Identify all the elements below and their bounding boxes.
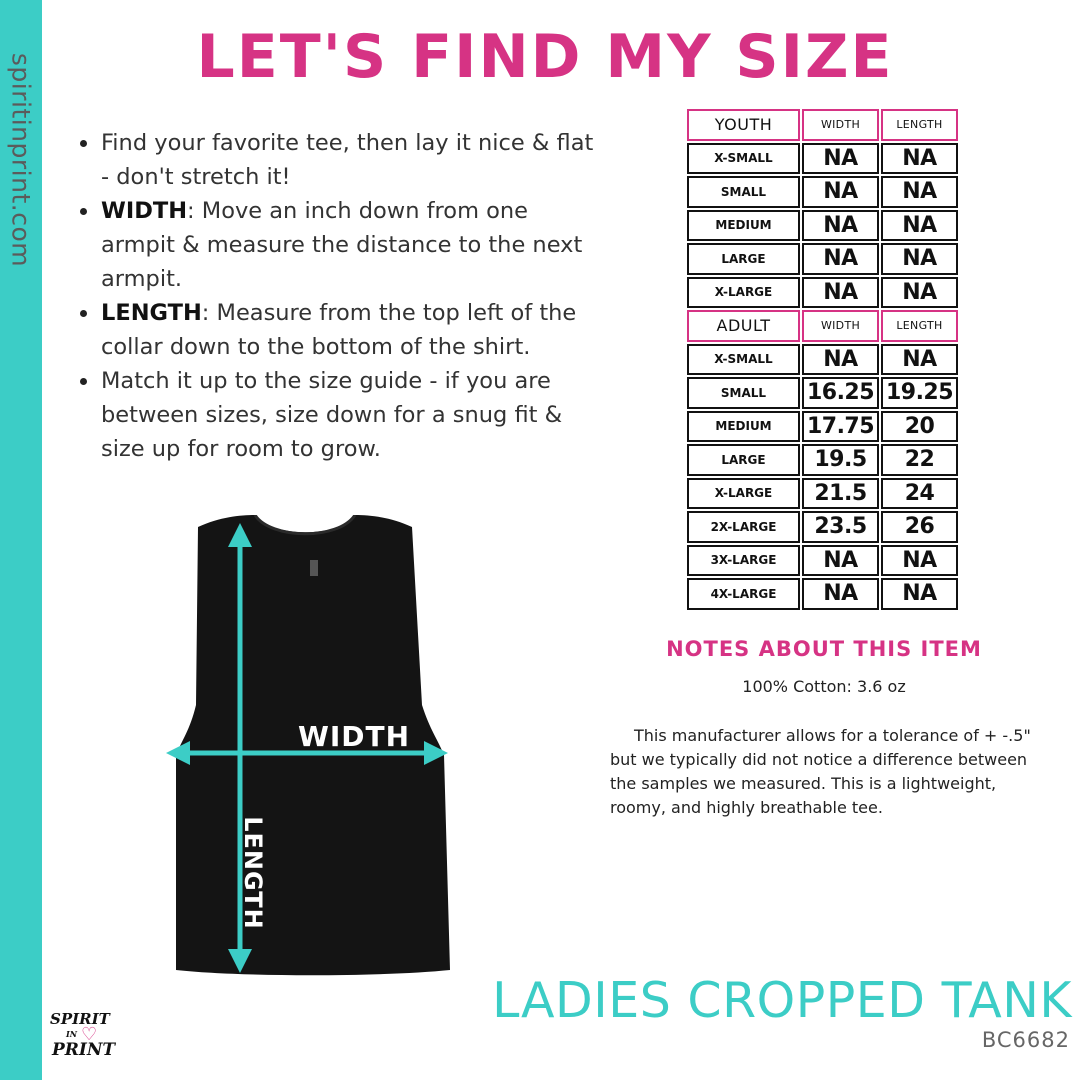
width-cell: 21.5 [802, 478, 879, 510]
width-cell: NA [802, 143, 879, 175]
product-code: BC6682 [981, 1028, 1070, 1052]
width-cell: 23.5 [802, 511, 879, 543]
table-row [687, 545, 958, 577]
width-cell: NA [802, 277, 879, 309]
table-row [687, 210, 958, 242]
youth-header-row [687, 109, 958, 141]
table-row [687, 578, 958, 610]
instruction-item: Find your favorite tee, then lay it nice & flat - don't stretch it! [78, 126, 598, 194]
size-cell: SMALL [687, 377, 800, 409]
width-cell: NA [802, 243, 879, 275]
notes-fabric: 100% Cotton: 3.6 oz [742, 677, 906, 696]
size-cell: 2X-LARGE [687, 511, 800, 543]
length-cell: NA [881, 210, 958, 242]
logo-text-in: IN [66, 1029, 78, 1039]
table-row [687, 377, 958, 409]
logo-text-spirit: SPIRIT [50, 1010, 110, 1028]
youth-header-width: WIDTH [802, 109, 879, 141]
table-row [687, 277, 958, 309]
instruction-item: LENGTH: Measure from the top left of the collar down to the bottom of the shirt. [78, 296, 598, 364]
width-cell: 19.5 [802, 444, 879, 476]
instructions-list [78, 126, 598, 466]
length-cell: 26 [881, 511, 958, 543]
table-row [687, 344, 958, 376]
width-cell: NA [802, 344, 879, 376]
logo-text-print: PRINT [52, 1040, 116, 1060]
size-cell: X-LARGE [687, 478, 800, 510]
heart-icon: ♡ [81, 1024, 98, 1045]
length-cell: 22 [881, 444, 958, 476]
size-cell: X-SMALL [687, 344, 800, 376]
length-cell: NA [881, 578, 958, 610]
width-cell: NA [802, 210, 879, 242]
side-bar [0, 0, 42, 1080]
table-row [687, 511, 958, 543]
table-row [687, 143, 958, 175]
adult-header-length: LENGTH [881, 310, 958, 342]
page-title: LET'S FIND MY SIZE [196, 22, 894, 92]
size-cell: MEDIUM [687, 411, 800, 443]
length-cell: NA [881, 545, 958, 577]
size-chart-table [685, 107, 960, 612]
youth-header-length: LENGTH [881, 109, 958, 141]
table-row [687, 243, 958, 275]
length-cell: NA [881, 176, 958, 208]
size-cell: MEDIUM [687, 210, 800, 242]
notes-body: This manufacturer allows for a tolerance of + -.5" but we typically did not notice a difference between the samples we measured. This is a lightweight, roomy, and highly breathable tee. [610, 726, 1031, 817]
table-row [687, 444, 958, 476]
length-label: LENGTH [239, 816, 267, 930]
adult-header-label: ADULT [687, 310, 800, 342]
width-cell: NA [802, 545, 879, 577]
instruction-item: WIDTH: Move an inch down from one armpit & measure the distance to the next armpit. [78, 194, 598, 296]
length-cell: 20 [881, 411, 958, 443]
width-cell: 16.25 [802, 377, 879, 409]
table-row [687, 411, 958, 443]
size-cell: X-LARGE [687, 277, 800, 309]
instruction-item: Match it up to the size guide - if you are between sizes, size down for a snug fit & size up for room to grow. [78, 364, 598, 466]
size-cell: 4X-LARGE [687, 578, 800, 610]
measurement-diagram [160, 515, 460, 980]
width-cell: NA [802, 578, 879, 610]
length-cell: NA [881, 243, 958, 275]
size-cell: LARGE [687, 243, 800, 275]
width-label: WIDTH [298, 720, 411, 753]
length-cell: 24 [881, 478, 958, 510]
notes-title: NOTES ABOUT THIS ITEM [666, 637, 982, 661]
size-cell: X-SMALL [687, 143, 800, 175]
size-cell: SMALL [687, 176, 800, 208]
size-cell: 3X-LARGE [687, 545, 800, 577]
brand-logo [48, 1010, 116, 1072]
length-cell: NA [881, 277, 958, 309]
length-cell: NA [881, 143, 958, 175]
width-cell: 17.75 [802, 411, 879, 443]
table-row [687, 478, 958, 510]
table-row [687, 176, 958, 208]
length-cell: NA [881, 344, 958, 376]
product-name: LADIES CROPPED TANK [492, 972, 1072, 1029]
adult-header-row [687, 310, 958, 342]
length-cell: 19.25 [881, 377, 958, 409]
size-cell: LARGE [687, 444, 800, 476]
width-cell: NA [802, 176, 879, 208]
adult-header-width: WIDTH [802, 310, 879, 342]
side-url: spiritinprint.com [6, 52, 36, 268]
youth-header-label: YOUTH [687, 109, 800, 141]
